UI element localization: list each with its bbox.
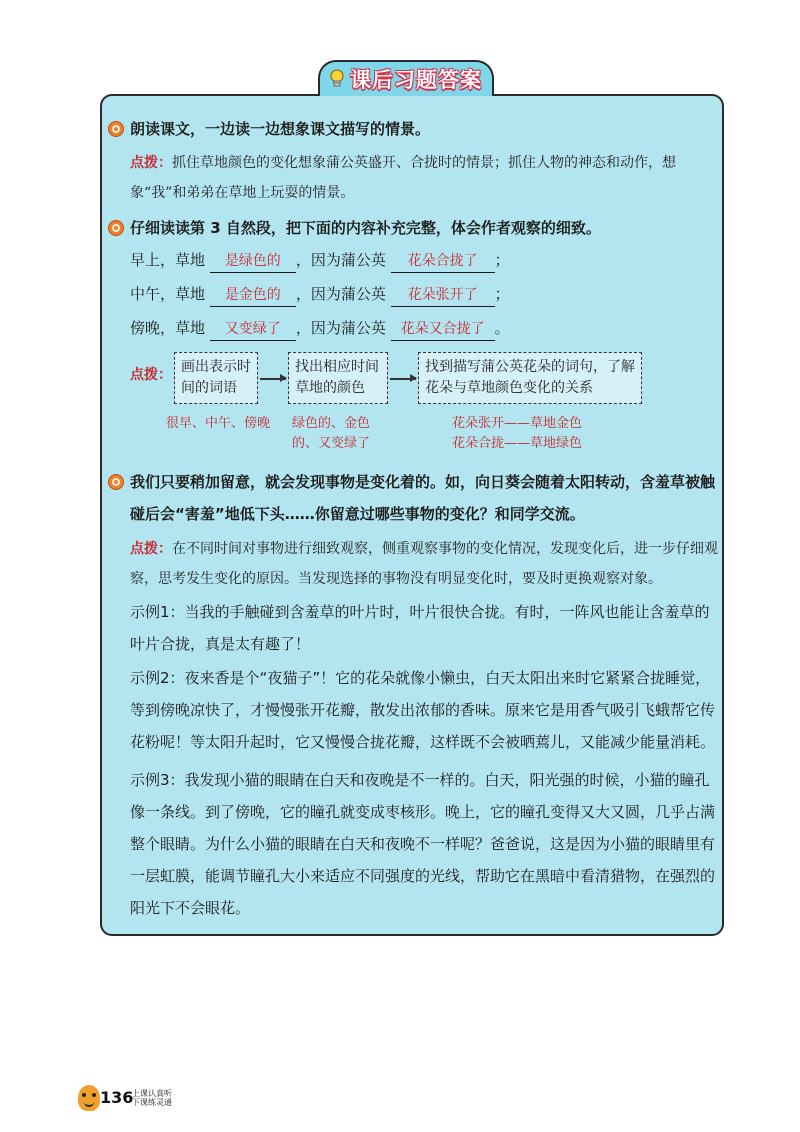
note-relation-2: 花朵合拢——草地绿色 [452,436,583,451]
question-3: 我们只要稍加留意，就会发现事物是变化着的。如，向日葵会随着太阳转动，含羞草被触碰后会“害羞”地低下头……你留意过哪些事物的变化？和同学交流。 [130,473,716,523]
flow-step-2: 找出相应时间草地的颜色 [288,352,388,404]
fill-row-noon [130,281,510,307]
row-label-grass: ，草地 [160,251,206,269]
flow-arrow-icon [390,378,416,380]
answer-panel [100,94,724,936]
flow-step-1: 画出表示时间的词语 [174,352,258,404]
row-end-punct: 。 [494,319,510,337]
note-relation-1: 花朵张开——草地金色 [452,416,583,431]
row-time: 早上 [130,251,161,269]
blank-grass-color: 是绿色的 [210,250,296,273]
blank-flower-state: 花朵又合拢了 [391,318,495,341]
hint-label: 点拨： [130,155,172,171]
question-bullet-icon [108,220,124,236]
row-label-grass: ，草地 [160,285,206,303]
example-2: 示例2：夜来香是个“夜猫子”！它的花朵就像小懒虫，白天太阳出来时它紧紧合拢睡觉，等到傍晚凉快了，才慢慢张开花瓣，散发出浓郁的香味。原来它是用香气吸引飞蛾帮它传花粉呢！等太阳升起时，它又慢慢合拢花瓣，这样既不会被晒蔫儿，又能减少能量消耗。 [130,669,716,751]
row-time: 中午 [130,285,161,303]
hint-3 [130,534,718,594]
hint-label: 点拨： [130,541,172,557]
row-end-punct: ； [494,251,510,269]
row-end-punct: ； [494,285,510,303]
row-label-because: ，因为蒲公英 [295,285,386,303]
hint-3-text: 在不同时间对事物进行细致观察，侧重观察事物的变化情况，发现变化后，进一步仔细观察，思考发生变化的原因。当发现选择的事物没有明显变化时，要及时更换观察对象。 [130,541,718,587]
example-3: 示例3：我发现小猫的眼睛在白天和夜晚是不一样的。白天，阳光强的时候，小猫的瞳孔像一条线。到了傍晚，它的瞳孔就变成枣核形。晚上，它的瞳孔变得又大又圆，几乎占满整个眼睛。为什么小猫的眼睛在白天和夜晚不一样呢？爸爸说，这是因为小猫的眼睛里有一层虹膜，能调节瞳孔大小来适应不同强度的光线，帮助它在黑暗中看清猎物，在强烈的阳光下不会眼花。 [130,771,716,917]
note-colors: 绿色的、金色的、又变绿了 [292,416,371,451]
hint-label: 点拨： [130,367,172,383]
blank-flower-state: 花朵张开了 [391,284,495,307]
question-bullet-icon [108,121,124,137]
question-2: 仔细读读第 3 自然段，把下面的内容补充完整，体会作者观察的细致。 [130,219,601,237]
row-label-because: ，因为蒲公英 [295,251,386,269]
blank-flower-state: 花朵合拢了 [391,250,495,273]
hint-1 [130,148,710,208]
hint-1-text: 抓住草地颜色的变化想象蒲公英盛开、合拢时的情景；抓住人物的神态和动作，想象“我”和弟弟在草地上玩耍的情景。 [130,155,676,201]
example-1: 示例1：当我的手触碰到含羞草的叶片时，叶片很快合拢。有时，一阵风也能让含羞草的叶片合拢，真是太有趣了！ [130,603,710,653]
series-name: 上课认真听 下课练灵通 [132,1089,172,1107]
flow-step-3: 找到描写蒲公英花朵的词句，了解花朵与草地颜色变化的关系 [418,352,642,404]
flow-arrow-icon [260,378,286,380]
fill-row-morning [130,247,510,273]
question-1: 朗读课文，一边读一边想象课文描写的情景。 [130,120,431,138]
section-title: 课后习题答案 [350,68,482,92]
blank-grass-color: 是金色的 [210,284,296,307]
fill-row-evening [130,315,510,341]
mascot-icon [78,1085,100,1111]
page-number: 136 [100,1088,134,1107]
question-bullet-icon [108,474,124,490]
lightbulb-icon [330,69,344,89]
row-time: 傍晚 [130,319,161,337]
row-label-because: ，因为蒲公英 [295,319,386,337]
note-times: 很早、中午、傍晚 [166,416,271,431]
row-label-grass: ，草地 [160,319,206,337]
blank-grass-color: 又变绿了 [210,318,296,341]
section-header-tab [318,60,494,96]
